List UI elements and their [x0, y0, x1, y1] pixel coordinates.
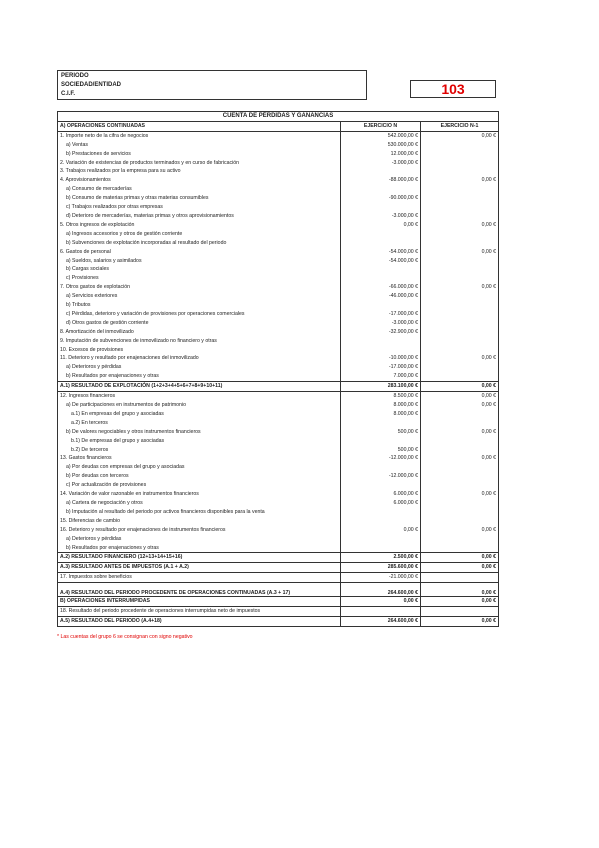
- row-label: c) Trabajos realizados por otras empresas: [58, 203, 341, 212]
- value-ejercicio-n1: [421, 150, 499, 159]
- value-ejercicio-n1: 0,00 €: [421, 354, 499, 363]
- value-ejercicio-n1: [421, 535, 499, 544]
- table-row: [58, 363, 499, 372]
- row-label: 8. Amortización del inmovilizado: [58, 328, 341, 337]
- value-ejercicio-n: -54.000,00 €: [341, 248, 421, 257]
- cif-label: C.I.F.: [61, 91, 76, 97]
- table-row: [58, 490, 499, 499]
- value-ejercicio-n1: [421, 185, 499, 194]
- value-ejercicio-n1: [421, 363, 499, 372]
- row-label: 6. Gastos de personal: [58, 248, 341, 257]
- table-row: [58, 481, 499, 490]
- row-label: a) Ventas: [58, 141, 341, 150]
- value-ejercicio-n1: [421, 437, 499, 446]
- value-ejercicio-n: -21.000,00 €: [341, 573, 421, 583]
- table-row: [58, 328, 499, 337]
- value-ejercicio-n1: [421, 508, 499, 517]
- value-ejercicio-n1: [421, 141, 499, 150]
- value-ejercicio-n1: [421, 499, 499, 508]
- row-label: b) De valores negociables y otros instrumentos financieros: [58, 428, 341, 437]
- table-row: [58, 508, 499, 517]
- table-row: [58, 265, 499, 274]
- table-row: [58, 292, 499, 301]
- row-label: b) Imputación al resultado del periodo por activos financieros disponibles para la venta: [58, 508, 341, 517]
- value-ejercicio-n: 7.000,00 €: [341, 372, 421, 381]
- value-ejercicio-n1: 0,00 €: [421, 131, 499, 140]
- table-row: [58, 239, 499, 248]
- row-label: d) Otros gastos de gestión corriente: [58, 319, 341, 328]
- value-ejercicio-n: 530.000,00 €: [341, 141, 421, 150]
- row-label: 4. Aprovisionamientos: [58, 176, 341, 185]
- table-row: [58, 517, 499, 526]
- value-ejercicio-n1: 0,00 €: [421, 392, 499, 401]
- income-statement: [57, 111, 498, 627]
- table-row: [58, 141, 499, 150]
- total-row: [58, 616, 499, 626]
- row-label: A.5) RESULTADO DEL PERIODO (A.4+18): [58, 616, 341, 626]
- row-label: b.1) De empresas del grupo y asociadas: [58, 437, 341, 446]
- row-label: b) Subvenciones de explotación incorporadas al resultado del periodo: [58, 239, 341, 248]
- table-row: [58, 372, 499, 381]
- value-ejercicio-n1: [421, 446, 499, 455]
- row-label: c) Provisiones: [58, 274, 341, 283]
- value-ejercicio-n1: 0,00 €: [421, 221, 499, 230]
- table-row: [58, 203, 499, 212]
- row-label: 1. Importe neto de la cifra de negocios: [58, 131, 341, 140]
- table-row: [58, 526, 499, 535]
- row-label: A.4) RESULTADO DEL PERIODO PROCEDENTE DE OPERACIONES CONTINUADAS (A.3 + 17): [58, 583, 341, 597]
- income-statement-table: [57, 111, 499, 627]
- row-label: 7. Otros gastos de explotación: [58, 283, 341, 292]
- column-header-ejercicio-n: EJERCICIO N: [341, 121, 421, 131]
- value-ejercicio-n1: 0,00 €: [421, 583, 499, 597]
- row-label: 17. Impuestos sobre beneficios: [58, 573, 341, 583]
- value-ejercicio-n1: 0,00 €: [421, 526, 499, 535]
- value-ejercicio-n1: 0,00 €: [421, 597, 499, 607]
- row-label: c) Pérdidas, deterioro y variación de provisiones por operaciones comerciales: [58, 310, 341, 319]
- row-label: a) De participaciones en instrumentos de patrimonio: [58, 401, 341, 410]
- value-ejercicio-n: 500,00 €: [341, 446, 421, 455]
- column-header-operations: A) OPERACIONES CONTINUADAS: [58, 121, 341, 131]
- table-row: [58, 283, 499, 292]
- value-ejercicio-n: [341, 185, 421, 194]
- value-ejercicio-n: [341, 419, 421, 428]
- value-ejercicio-n1: [421, 167, 499, 176]
- value-ejercicio-n1: [421, 257, 499, 266]
- total-row: [58, 597, 499, 607]
- value-ejercicio-n1: 0,00 €: [421, 553, 499, 563]
- table-row: [58, 463, 499, 472]
- table-row: [58, 230, 499, 239]
- value-ejercicio-n: 2.500,00 €: [341, 553, 421, 563]
- value-ejercicio-n1: 0,00 €: [421, 248, 499, 257]
- row-label: 2. Variación de existencias de productos terminados y en curso de fabricación: [58, 159, 341, 168]
- row-label: b) Resultados por enajenaciones y otras: [58, 372, 341, 381]
- table-row: [58, 419, 499, 428]
- table-row: [58, 131, 499, 140]
- value-ejercicio-n1: [421, 346, 499, 355]
- value-ejercicio-n1: 0,00 €: [421, 454, 499, 463]
- value-ejercicio-n1: 0,00 €: [421, 176, 499, 185]
- row-label: b) Consumo de materias primas y otras materias consumibles: [58, 194, 341, 203]
- row-label: d) Deterioro de mercaderías, materias primas y otros aprovisionamientos: [58, 212, 341, 221]
- total-row: [58, 563, 499, 573]
- value-ejercicio-n1: [421, 463, 499, 472]
- table-row: [58, 310, 499, 319]
- value-ejercicio-n: [341, 274, 421, 283]
- value-ejercicio-n: [341, 239, 421, 248]
- row-label: 14. Variación de valor razonable en instrumentos financieros: [58, 490, 341, 499]
- value-ejercicio-n: -17.000,00 €: [341, 363, 421, 372]
- column-header-row: [58, 121, 499, 131]
- value-ejercicio-n1: [421, 230, 499, 239]
- value-ejercicio-n: 500,00 €: [341, 428, 421, 437]
- header-box: [57, 70, 367, 100]
- value-ejercicio-n1: [421, 301, 499, 310]
- period-label: PERIODO: [61, 73, 89, 79]
- table-row: [58, 301, 499, 310]
- row-label: 18. Resultado del periodo procedente de operaciones interrumpidas neto de impuestos: [58, 607, 341, 617]
- value-ejercicio-n1: [421, 265, 499, 274]
- row-label: 9. Imputación de subvenciones de inmovilizado no financiero y otras: [58, 337, 341, 346]
- value-ejercicio-n: [341, 337, 421, 346]
- value-ejercicio-n1: [421, 194, 499, 203]
- total-row: [58, 583, 499, 597]
- table-row: [58, 257, 499, 266]
- value-ejercicio-n: 8.000,00 €: [341, 410, 421, 419]
- table-row: [58, 392, 499, 401]
- value-ejercicio-n: -3.000,00 €: [341, 159, 421, 168]
- value-ejercicio-n1: [421, 159, 499, 168]
- value-ejercicio-n1: [421, 310, 499, 319]
- row-label: 13. Gastos financieros: [58, 454, 341, 463]
- value-ejercicio-n: 283.100,00 €: [341, 382, 421, 392]
- row-label: b) Por deudas con terceros: [58, 472, 341, 481]
- table-row: [58, 212, 499, 221]
- value-ejercicio-n1: [421, 472, 499, 481]
- row-label: A.1) RESULTADO DE EXPLOTACIÓN (1+2+3+4+5+6+7+8+9+10+11): [58, 382, 341, 392]
- value-ejercicio-n1: [421, 337, 499, 346]
- value-ejercicio-n1: [421, 319, 499, 328]
- row-label: a) Ingresos accesorios y otros de gestión corriente: [58, 230, 341, 239]
- table-row: [58, 221, 499, 230]
- table-row: [58, 185, 499, 194]
- row-label: 15. Diferencias de cambio: [58, 517, 341, 526]
- value-ejercicio-n1: [421, 410, 499, 419]
- value-ejercicio-n1: 0,00 €: [421, 283, 499, 292]
- value-ejercicio-n1: 0,00 €: [421, 401, 499, 410]
- value-ejercicio-n1: [421, 239, 499, 248]
- row-label: a) Cartera de negociación y otros: [58, 499, 341, 508]
- value-ejercicio-n1: [421, 481, 499, 490]
- value-ejercicio-n: -12.000,00 €: [341, 472, 421, 481]
- table-row: [58, 428, 499, 437]
- value-ejercicio-n1: 0,00 €: [421, 382, 499, 392]
- value-ejercicio-n1: [421, 274, 499, 283]
- table-row: [58, 194, 499, 203]
- value-ejercicio-n1: [421, 372, 499, 381]
- value-ejercicio-n: -3.000,00 €: [341, 319, 421, 328]
- entity-label: SOCIEDAD/ENTIDAD: [61, 82, 122, 88]
- table-row: [58, 607, 499, 617]
- value-ejercicio-n: [341, 203, 421, 212]
- value-ejercicio-n1: 0,00 €: [421, 616, 499, 626]
- value-ejercicio-n: [341, 437, 421, 446]
- footnote: * Las cuentas del grupo 6 se consignan con signo negativo: [57, 634, 193, 640]
- row-label: 10. Excesos de provisiones: [58, 346, 341, 355]
- table-row: [58, 410, 499, 419]
- value-ejercicio-n: -66.000,00 €: [341, 283, 421, 292]
- row-label: c) Por actualización de provisiones: [58, 481, 341, 490]
- value-ejercicio-n: -46.000,00 €: [341, 292, 421, 301]
- table-row: [58, 573, 499, 583]
- row-label: b) Prestaciones de servicios: [58, 150, 341, 159]
- value-ejercicio-n: 264.600,00 €: [341, 616, 421, 626]
- table-row: [58, 472, 499, 481]
- table-row: [58, 159, 499, 168]
- value-ejercicio-n: 6.000,00 €: [341, 499, 421, 508]
- value-ejercicio-n1: [421, 292, 499, 301]
- row-label: a) Sueldos, salarios y asimilados: [58, 257, 341, 266]
- row-label: b) Cargas sociales: [58, 265, 341, 274]
- table-row: [58, 499, 499, 508]
- row-label: a.1) En empresas del grupo y asociadas: [58, 410, 341, 419]
- table-row: [58, 446, 499, 455]
- value-ejercicio-n1: [421, 607, 499, 617]
- row-label: A.2) RESULTADO FINANCIERO (12+13+14+15+16): [58, 553, 341, 563]
- value-ejercicio-n1: [421, 517, 499, 526]
- value-ejercicio-n: 6.000,00 €: [341, 490, 421, 499]
- row-label: 3. Trabajos realizados por la empresa para su activo: [58, 167, 341, 176]
- row-label: b.2) De terceros: [58, 446, 341, 455]
- value-ejercicio-n1: [421, 419, 499, 428]
- table-row: [58, 354, 499, 363]
- value-ejercicio-n: [341, 346, 421, 355]
- value-ejercicio-n1: 0,00 €: [421, 490, 499, 499]
- value-ejercicio-n: 0,00 €: [341, 597, 421, 607]
- table-row: [58, 150, 499, 159]
- table-row: [58, 437, 499, 446]
- table-row: [58, 454, 499, 463]
- value-ejercicio-n: 8.000,00 €: [341, 401, 421, 410]
- row-label: a) Por deudas con empresas del grupo y asociadas: [58, 463, 341, 472]
- table-row: [58, 176, 499, 185]
- value-ejercicio-n1: [421, 212, 499, 221]
- value-ejercicio-n: [341, 463, 421, 472]
- value-ejercicio-n: 264.600,00 €: [341, 583, 421, 597]
- table-row: [58, 337, 499, 346]
- value-ejercicio-n: [341, 607, 421, 617]
- row-label: 11. Deterioro y resultado por enajenaciones del inmovilizado: [58, 354, 341, 363]
- table-row: [58, 167, 499, 176]
- value-ejercicio-n: -32.900,00 €: [341, 328, 421, 337]
- value-ejercicio-n: [341, 544, 421, 553]
- table-row: [58, 544, 499, 553]
- value-ejercicio-n: -88.000,00 €: [341, 176, 421, 185]
- row-label: a) Deterioros y pérdidas: [58, 363, 341, 372]
- value-ejercicio-n: -3.000,00 €: [341, 212, 421, 221]
- value-ejercicio-n: -54.000,00 €: [341, 257, 421, 266]
- row-label: A.3) RESULTADO ANTES DE IMPUESTOS (A.1 + A.2): [58, 563, 341, 573]
- table-row: [58, 274, 499, 283]
- row-label: b) Resultados por enajenaciones y otras: [58, 544, 341, 553]
- table-row: [58, 248, 499, 257]
- value-ejercicio-n: -10.000,00 €: [341, 354, 421, 363]
- total-row: [58, 382, 499, 392]
- value-ejercicio-n1: 0,00 €: [421, 428, 499, 437]
- statement-title: CUENTA DE PÉRDIDAS Y GANANCIAS: [58, 112, 499, 122]
- value-ejercicio-n: [341, 481, 421, 490]
- value-ejercicio-n: 285.600,00 €: [341, 563, 421, 573]
- table-row: [58, 401, 499, 410]
- row-label: a) Consumo de mercaderías: [58, 185, 341, 194]
- row-label: a) Deterioros y pérdidas: [58, 535, 341, 544]
- value-ejercicio-n: 12.000,00 €: [341, 150, 421, 159]
- value-ejercicio-n: [341, 508, 421, 517]
- row-label: 5. Otros ingresos de explotación: [58, 221, 341, 230]
- row-label: B) OPERACIONES INTERRUMPIDAS: [58, 597, 341, 607]
- value-ejercicio-n1: 0,00 €: [421, 563, 499, 573]
- table-row: [58, 535, 499, 544]
- value-ejercicio-n1: [421, 203, 499, 212]
- table-row: [58, 319, 499, 328]
- value-ejercicio-n: [341, 265, 421, 274]
- value-ejercicio-n: [341, 517, 421, 526]
- column-header-ejercicio-n1: EJERCICIO N-1: [421, 121, 499, 131]
- value-ejercicio-n: [341, 535, 421, 544]
- value-ejercicio-n: [341, 301, 421, 310]
- row-label: a.2) En terceros: [58, 419, 341, 428]
- value-ejercicio-n1: [421, 544, 499, 553]
- value-ejercicio-n: 542.000,00 €: [341, 131, 421, 140]
- statement-title-row: [58, 112, 499, 122]
- row-label: b) Tributos: [58, 301, 341, 310]
- value-ejercicio-n1: [421, 573, 499, 583]
- row-label: 16. Deterioro y resultado por enajenaciones de instrumentos financieros: [58, 526, 341, 535]
- value-ejercicio-n: -90.000,00 €: [341, 194, 421, 203]
- value-ejercicio-n: 0,00 €: [341, 221, 421, 230]
- value-ejercicio-n1: [421, 328, 499, 337]
- value-ejercicio-n: 8.500,00 €: [341, 392, 421, 401]
- value-ejercicio-n: [341, 230, 421, 239]
- total-row: [58, 553, 499, 563]
- value-ejercicio-n: [341, 167, 421, 176]
- value-ejercicio-n: 0,00 €: [341, 526, 421, 535]
- row-label: a) Servicios exteriores: [58, 292, 341, 301]
- value-ejercicio-n: -17.000,00 €: [341, 310, 421, 319]
- form-code: 103: [410, 80, 496, 98]
- value-ejercicio-n: -12.000,00 €: [341, 454, 421, 463]
- row-label: 12. Ingresos financieros: [58, 392, 341, 401]
- table-row: [58, 346, 499, 355]
